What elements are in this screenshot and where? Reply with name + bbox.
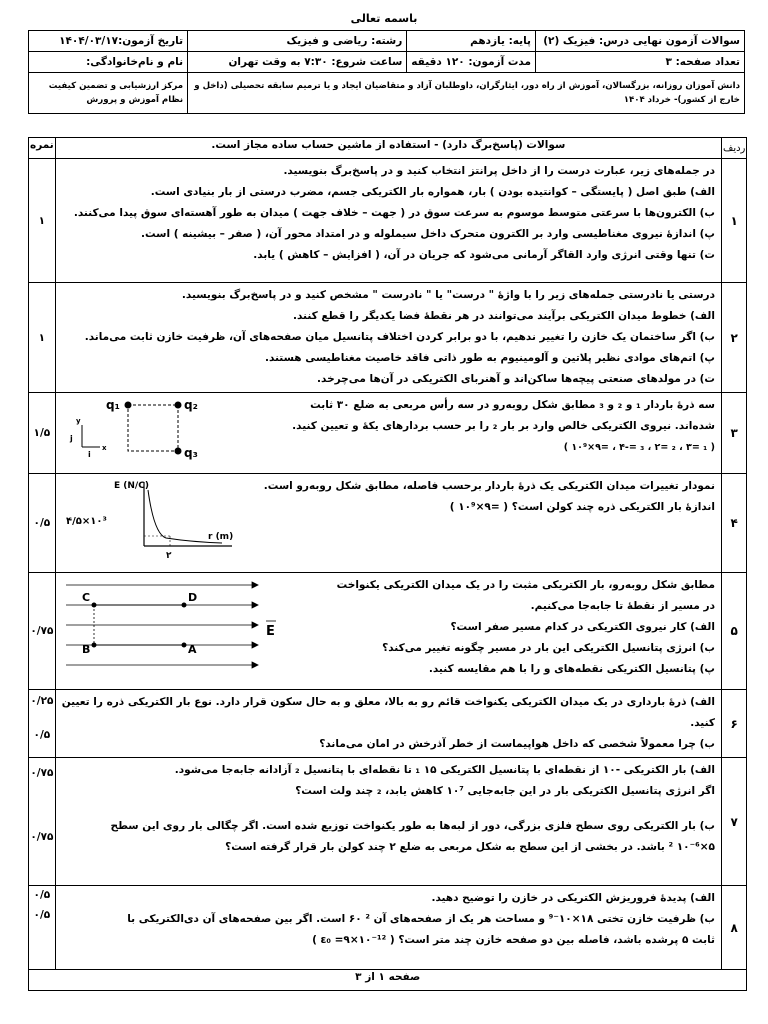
graph-xlabel: r (m) [207,532,233,542]
question-number: ۱ [721,159,746,283]
question-line: الف) کار نیروی الکتریکی در کدام مسیر صفر است؟ [450,621,715,633]
question-line: درستی یا نادرستی جمله‌های زیر را با واژهٔ " درست" یا " نادرست " مشخص کنید و در پاسخ‌برگ بنویسید. [181,289,715,301]
question-score: ۱ [29,283,56,393]
graph-ylabel: E (N/C) [113,481,149,491]
question-row [29,159,747,283]
score-part-a: ۰/۵ [33,889,51,901]
question-line: الف) طبق اصل ( پایستگی – کوانتیده بودن ) بار، همواره بار الکتریکی جسم، مضرب درستی از بار بنیادی است. [150,186,715,198]
charge-q2 [174,402,181,409]
question-row [29,393,747,474]
axis-x-label: x [101,444,107,452]
question-body [55,283,721,393]
field-distance-graph [62,476,242,570]
question-line: سه ذرهٔ باردار ₁ و ₂ و ₃ مطابق شکل روبه‌رو در سه رأس مربعی به ضلع ۳۰ ثابت [310,399,715,411]
charge-q1 [124,402,131,409]
question-line: پ) اندازهٔ نیروی مغناطیسی وارد بر الکترون متحرک داخل سیملوله و در امتداد محور آن، ( صفر – بیشینه ) است. [141,228,715,240]
unit-vector-i: i [87,450,91,459]
unit-vector-j: j [69,434,73,443]
score-part-a: ۰/۲۵ [30,695,54,707]
question-line: در مسیر از نقطهٔ تا جابه‌جا می‌کنیم. [530,600,715,612]
question-score: ۱ [29,159,56,283]
row-label: ردیف [721,138,746,159]
question-row [29,690,747,758]
question-score: ۰/۷۵ [29,573,56,690]
graph-xvalue: ۲ [165,551,172,561]
question-row [29,886,747,970]
question-line: ب) اگر ساختمان یک خازن را تغییر ندهیم، با دو برابر کردن اختلاف پتانسیل میان صفحه‌های آن، ظرفیت خازن ثابت می‌ماند. [84,331,715,343]
question-score [29,690,56,758]
graph-yvalue: ۴/۵×۱۰³ [65,516,107,527]
question-line: نمودار تغییرات میدان الکتریکی یک ذرهٔ باردار برحسب فاصله، مطابق شکل روبه‌رو است. [263,480,715,492]
participants: دانش آموزان روزانه، بزرگسالان، آموزش از راه دور، ایثارگران، داوطلبان آزاد و متقاضیان ایجاد و یا ترمیم سابقه تحصیلی (داخل و خارج از کشور)- خرداد ۱۴۰۴ [188,73,745,114]
point-d-label: D [187,591,197,604]
grade: پایه: یازدهم [407,31,536,52]
question-line: مطابق شکل روبه‌رو، بار الکتریکی مثبت را در یک میدان الکتریکی یکنواخت [336,579,715,591]
point-b-label: B [81,643,91,656]
score-part-a: ۰/۷۵ [30,767,54,779]
questions-table [28,137,747,991]
question-line: ثابت ۵ پرشده باشد، فاصله بین دو صفحه خازن چند متر است؟ ( ε₀ =۹×۱۰⁻¹² ) [312,934,715,946]
question-line: الف) خطوط میدان الکتریکی برآیند می‌توانند در هر نقطهٔ فضا یکدیگر را قطع کنند. [293,310,715,322]
question-line: ب) انرژی پتانسیل الکتریکی این بار در مسیر چگونه تغییر می‌کند؟ [382,642,715,654]
question-line: ت) در مولدهای صنعتی پیچه‌ها ساکن‌اند و آهنربای الکتریکی در آن‌ها می‌چرخد. [317,373,715,385]
question-row [29,573,747,690]
question-line: ب) الکترون‌ها با سرعتی متوسط موسوم به سرعت سوق در ( جهت – خلاف جهت ) میدان به طور آهسته‌ای سوق پیدا می‌کنند. [73,207,715,219]
question-line: پ) اتم‌های موادی نظیر پلاتین و آلومینیوم به طور ذاتی فاقد خاصیت مغناطیسی هستند. [264,352,715,364]
question-score [29,758,56,886]
question-body [55,886,721,970]
question-line: شده‌اند. نیروی الکتریکی خالص وارد بر بار ₂ را بر حسب بردارهای یکهٔ و تعیین کنید. [292,420,715,432]
label-q1: q₁ [105,398,120,412]
question-body [55,690,721,758]
question-body [55,573,721,690]
uniform-field-figure [62,575,284,687]
question-line: ب) بار الکتریکی روی سطح فلزی بزرگی، دور از لبه‌ها به طور یکنواخت توزیع شده است. اگر چگالی بار روی این سطح [110,820,715,832]
page-number: صفحه ۱ از ۳ [29,970,747,991]
question-number: ۷ [721,758,746,886]
questions-table-head [29,138,747,159]
duration: مدت آزمون: ۱۲۰ دقیقه [407,52,536,73]
question-line: الف) ذرهٔ بارداری در یک میدان الکتریکی یکنواخت قائم رو به بالا، معلق و به حال سکون قرار دارد. نوع بار الکتریکی ذره را تعیین [61,696,715,708]
question-line: اندازهٔ بار الکتریکی ذره چند کولن است؟ ( =۹×۱۰⁹ ) [449,501,715,513]
question-score: ۰/۵ [29,474,56,573]
question-line: پ) پتانسیل الکتریکی نقطه‌های و را با هم مقایسه کنید. [428,663,715,675]
question-score: ۱/۵ [29,393,56,474]
question-row [29,474,747,573]
field: رشته: ریاضی و فیزیک [188,31,407,52]
question-line: ۵×۱۰⁻⁶ ² باشد. در بخشی از این سطح به شکل مربعی به ضلع ۲ چند کولن بار قرار گرفته است؟ [225,841,715,853]
question-line: ( ₁ =۳ ، ₂ =۲ ، ₃ =-۴ ، =۹×۱۰⁹ ) [563,442,715,453]
question-body [55,393,721,474]
question-number: ۳ [721,393,746,474]
page-footer [29,970,747,991]
question-body [55,474,721,573]
question-line: اگر انرژی پتانسیل الکتریکی بار در این جابه‌جایی ۱۰⁷ کاهش یابد، ₂ چند ولت است؟ [295,785,715,797]
question-line: ب) ظرفیت خازن تختی ۱۸×۱۰⁻⁹ و مساحت هر یک از صفحه‌های آن ² ۶۰ است. اگر بین صفحه‌های آن دی‌الکتریکی با [127,913,715,925]
questions-label: سوالات (پاسخ‌برگ دارد) - استفاده از ماشین حساب ساده مجاز است. [55,138,721,159]
question-number: ۴ [721,474,746,573]
question-row [29,283,747,393]
score-part-b: ۰/۵ [33,909,51,921]
point-c-label: C [81,591,90,604]
question-line: ب) چرا معمولاً شخصی که داخل هواپیماست از خطر آذرخش در امان می‌ماند؟ [319,738,715,750]
question-number: ۸ [721,886,746,970]
question-line [62,802,715,816]
question-number: ۵ [721,573,746,690]
label-q3: q₃ [183,446,198,460]
charge-square-figure [62,395,212,471]
point-a-label: A [187,643,197,656]
exam-title: سوالات آزمون نهایی درس: فیزیک (۲) [536,31,745,52]
question-line: در جمله‌های زیر، عبارت درست را از داخل پرانتز انتخاب کنید و در پاسخ‌برگ بنویسید. [283,165,715,177]
field-e-label: E [265,624,275,639]
score-part-b: ۰/۷۵ [30,831,54,843]
label-q2: q₂ [183,398,198,412]
charge-q3 [174,448,181,455]
score-part-b: ۰/۵ [33,729,51,741]
bismillah: باسمه تعالی [350,12,418,25]
exam-date: تاریخ آزمون:۱۴۰۴/۰۳/۱۷ [29,31,188,52]
question-score [29,886,56,970]
score-label: نمره [29,138,56,159]
question-body [55,758,721,886]
student-name-field: نام و نام‌خانوادگی: [29,52,188,73]
center-name: مرکز ارزشیابی و تضمین کیفیت نظام آموزش و پرورش [29,73,188,114]
exam-header-table [28,30,745,114]
axis-y-label: y [75,417,81,425]
question-line: الف) بار الکتریکی -۱۰ از نقطه‌ای با پتانسیل الکتریکی ۱۵ ₁ تا نقطه‌ای با پتانسیل ₂ آزادانه جابه‌جا می‌شود. [174,764,715,776]
question-number: ۲ [721,283,746,393]
question-number: ۶ [721,690,746,758]
question-line: کنید. [690,717,715,729]
question-line: الف) پدیدهٔ فروریزش الکتریکی در خازن را توضیح دهید. [431,892,715,904]
start-time: ساعت شروع: ۷:۳۰ به وقت تهران [188,52,407,73]
question-row [29,758,747,886]
page-count: تعداد صفحه: ۳ [536,52,745,73]
question-body [55,159,721,283]
question-line: ت) تنها وقتی انرژی وارد القاگر آرمانی می‌شود که جریان در آن، ( افزایش – کاهش ) یابد. [253,249,715,261]
